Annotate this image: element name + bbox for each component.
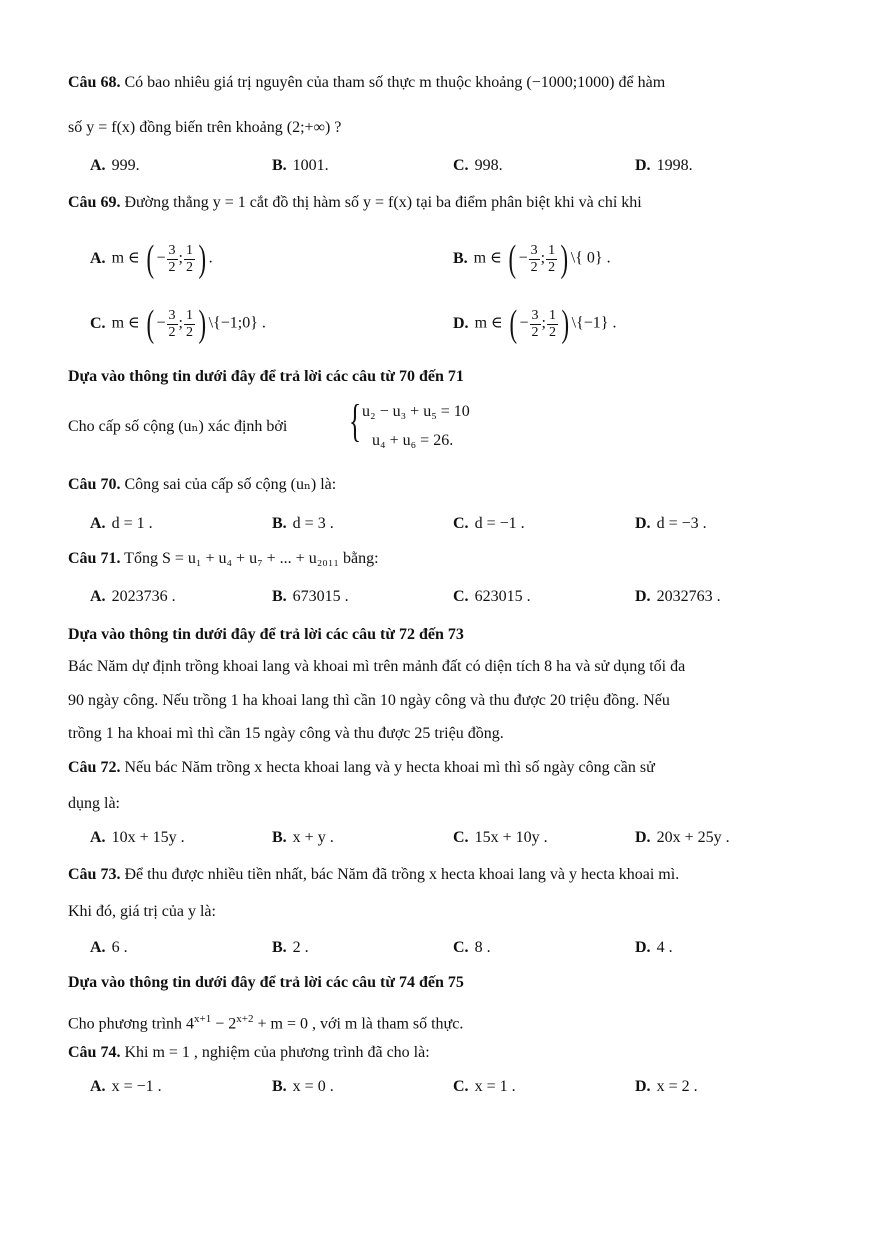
question-72	[68, 757, 655, 779]
option-b: B. x + y .	[272, 829, 334, 846]
option-c: C. 623015 .	[453, 588, 531, 605]
option-b: B. m ∈ ( − $\frac{3}{2}$ ; $\frac{1}{2}$ ) \{ 0} .	[453, 238, 611, 280]
option-c: C. 8 .	[453, 939, 491, 956]
question-text: Công sai của cấp số cộng (uₙ) là:	[120, 476, 337, 493]
option-c: C. m ∈ ( − $\frac{3}{2}$ ; $\frac{1}{2}$ ) \{−1;0} .	[90, 303, 266, 345]
question-73-line2: Khi đó, giá trị của y là:	[68, 903, 216, 920]
question-label: Câu 68.	[68, 74, 121, 91]
question-71	[68, 548, 379, 570]
option-b: B. 1001.	[272, 157, 329, 174]
question-label: Câu 69.	[68, 194, 121, 211]
section-heading: Dựa vào thông tin dưới đây để trả lời các câu từ 70 đến 71	[68, 368, 464, 385]
question-label: Câu 73.	[68, 866, 121, 883]
option-c: C. 15x + 10y .	[453, 829, 548, 846]
option-b: B. d = 3 .	[272, 515, 334, 532]
option-d: D. m ∈ ( − $\frac{3}{2}$ ; $\frac{1}{2}$ ) \{−1} .	[453, 303, 617, 345]
section-paragraph-line: 90 ngày công. Nếu trồng 1 ha khoai lang thì cần 10 ngày công và thu được 20 triệu đồng. Nếu	[68, 692, 670, 709]
question-69	[68, 192, 642, 214]
option-c: C. d = −1 .	[453, 515, 525, 532]
section-heading: Dựa vào thông tin dưới đây để trả lời các câu từ 72 đến 73	[68, 626, 464, 643]
option-b: B. 673015 .	[272, 588, 349, 605]
option-d: D. 1998.	[635, 157, 693, 174]
question-label: Câu 74.	[68, 1044, 121, 1061]
question-text: Khi m = 1 , nghiệm của phương trình đã cho là:	[120, 1044, 430, 1061]
option-a: A. 2023736 .	[90, 588, 176, 605]
question-text: Đường thẳng y = 1 cắt đồ thị hàm số y = f(x) tại ba điểm phân biệt khi và chỉ khi	[120, 194, 642, 211]
option-c: C. x = 1 .	[453, 1078, 516, 1095]
question-73	[68, 864, 679, 886]
question-74	[68, 1042, 430, 1064]
option-b: B. 2 .	[272, 939, 309, 956]
question-text: Nếu bác Năm trồng x hecta khoai lang và y hecta khoai mì thì số ngày công cần sử	[120, 759, 655, 776]
option-a: A. 999.	[90, 157, 140, 174]
option-b: B. x = 0 .	[272, 1078, 334, 1095]
section-intro: Cho cấp số cộng (uₙ) xác định bởi	[68, 418, 288, 435]
option-d: D. 2032763 .	[635, 588, 721, 605]
question-70	[68, 474, 336, 496]
option-d: D. 4 .	[635, 939, 673, 956]
question-text: Để thu được nhiều tiền nhất, bác Năm đã trồng x hecta khoai lang và y hecta khoai mì.	[120, 866, 680, 883]
option-d: D. 20x + 25y .	[635, 829, 730, 846]
question-label: Câu 72.	[68, 759, 121, 776]
question-68	[68, 72, 665, 94]
option-a: A. d = 1 .	[90, 515, 153, 532]
section-intro: Cho phương trình $4^{x+1} - 2^{x+2} + m = 0$ , với m là tham số thực.	[68, 1013, 464, 1033]
question-text: Có bao nhiêu giá trị nguyên của tham số thực m thuộc khoảng (−1000;1000) để hàm	[120, 74, 666, 91]
section-paragraph-line: Bác Năm dự định trồng khoai lang và khoai mì trên mảnh đất có diện tích 8 ha và sử dụng tối đa	[68, 658, 686, 675]
option-d: D. d = −3 .	[635, 515, 707, 532]
option-a: A. 10x + 15y .	[90, 829, 185, 846]
system-eq2: u₄ + u₆ = 26.	[372, 432, 454, 449]
option-a: A. 6 .	[90, 939, 128, 956]
option-a: A. m ∈ ( − $\frac{3}{2}$ ; $\frac{1}{2}$ ) .	[90, 238, 213, 280]
system-eq1: u₂ − u₃ + u₅ = 10	[362, 403, 470, 420]
option-a: A. x = −1 .	[90, 1078, 162, 1095]
system-brace: {	[348, 395, 362, 446]
question-text: Tổng S = u₁ + u₄ + u₇ + ... + u₂₀₁₁ bằng:	[120, 550, 379, 567]
question-label: Câu 71.	[68, 550, 121, 567]
option-d: D. x = 2 .	[635, 1078, 698, 1095]
question-label: Câu 70.	[68, 476, 121, 493]
question-72-line2: dụng là:	[68, 795, 120, 812]
question-68-line2: số y = f(x) đồng biến trên khoảng (2;+∞) ?	[68, 119, 342, 136]
section-paragraph-line: trồng 1 ha khoai mì thì cần 15 ngày công và thu được 25 triệu đồng.	[68, 725, 504, 742]
section-heading: Dựa vào thông tin dưới đây để trả lời các câu từ 74 đến 75	[68, 974, 464, 991]
option-c: C. 998.	[453, 157, 503, 174]
